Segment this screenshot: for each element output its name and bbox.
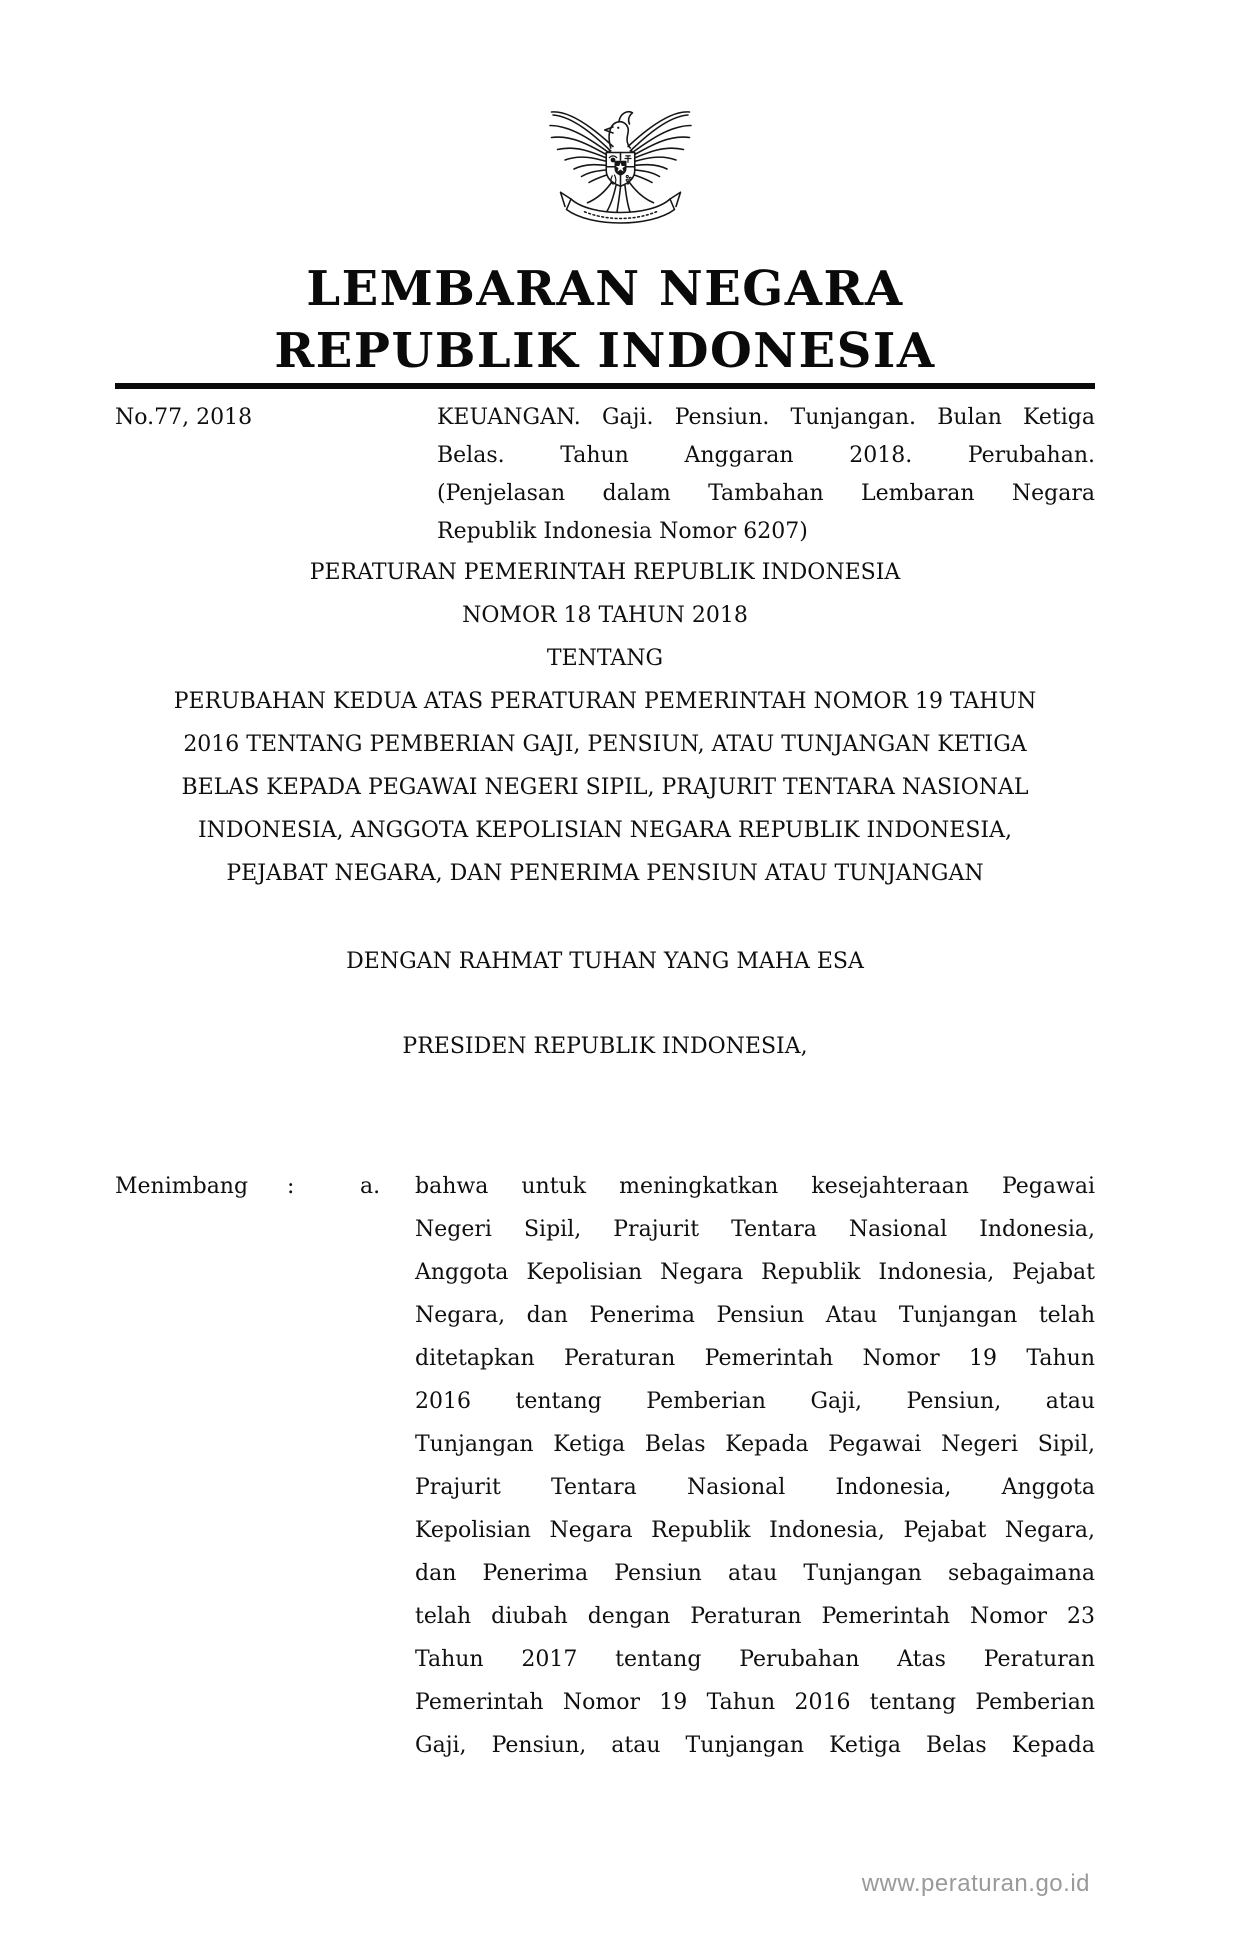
- consideration-text-line: Tunjangan Ketiga Belas Kepada Pegawai Negeri Sipil,: [415, 1432, 1095, 1457]
- subject-line: Belas. Tahun Anggaran 2018. Perubahan.: [437, 443, 1095, 468]
- consideration-text-line: Negara, dan Penerima Pensiun Atau Tunjangan telah: [415, 1303, 1095, 1328]
- consideration-text-line: 2016 tentang Pemberian Gaji, Pensiun, atau: [415, 1389, 1095, 1414]
- regulation-heading-line: PEJABAT NEGARA, DAN PENERIMA PENSIUN ATAU TUNJANGAN: [226, 861, 984, 886]
- consideration-text-line: Kepolisian Negara Republik Indonesia, Pejabat Negara,: [415, 1518, 1095, 1543]
- page-content: [0, 258, 1241, 1767]
- consideration-text-line: dan Penerima Pensiun atau Tunjangan sebagaimana: [415, 1561, 1095, 1586]
- subject-line: Republik Indonesia Nomor 6207): [437, 519, 808, 544]
- consideration-text-line: Anggota Kepolisian Negara Republik Indonesia, Pejabat: [415, 1260, 1095, 1285]
- right-wing: [627, 112, 692, 183]
- consideration-text-line: ditetapkan Peraturan Pemerintah Nomor 19 Tahun: [415, 1346, 1095, 1371]
- regulation-heading-line: PERUBAHAN KEDUA ATAS PERATURAN PEMERINTAH NOMOR 19 TAHUN: [173, 689, 1037, 714]
- consideration-text-line: bahwa untuk meningkatkan kesejahteraan Pegawai: [415, 1174, 1095, 1199]
- regulation-heading-line: INDONESIA, ANGGOTA KEPOLISIAN NEGARA REPUBLIK INDONESIA,: [197, 818, 1013, 843]
- consideration-item-text: [415, 1165, 1095, 1767]
- consideration-text-line: telah diubah dengan Peraturan Pemerintah Nomor 23: [415, 1604, 1095, 1629]
- garuda-pancasila-emblem: [538, 88, 703, 238]
- gazette-meta-row: [115, 399, 1095, 551]
- regulation-heading-line: NOMOR 18 TAHUN 2018: [462, 603, 748, 628]
- masthead-title-line2: REPUBLIK INDONESIA: [274, 323, 936, 379]
- masthead-rule: [115, 383, 1095, 389]
- regulation-heading-line: 2016 TENTANG PEMBERIAN GAJI, PENSIUN, ATAU TUNJANGAN KETIGA: [183, 732, 1027, 757]
- considerations-block: [115, 1165, 1095, 1767]
- consideration-item-marker: a.: [360, 1174, 381, 1199]
- source-url: www.peraturan.go.id: [861, 1870, 1090, 1897]
- regulation-heading: [115, 551, 1095, 895]
- consideration-text-line: Prajurit Tentara Nasional Indonesia, Anggota: [415, 1475, 1095, 1500]
- consideration-text-line: Negeri Sipil, Prajurit Tentara Nasional Indonesia,: [415, 1217, 1095, 1242]
- considerations-separator: :: [287, 1174, 295, 1199]
- masthead-title: [115, 258, 1095, 382]
- considerations-label: Menimbang: [115, 1174, 249, 1199]
- subject-line: (Penjelasan dalam Tambahan Lembaran Negara: [437, 481, 1095, 506]
- left-wing: [550, 112, 615, 183]
- emblem-container: [0, 0, 1241, 242]
- authority-line: PRESIDEN REPUBLIK INDONESIA,: [402, 1034, 808, 1059]
- subject-annotation: [437, 399, 1095, 551]
- regulation-heading-line: BELAS KEPADA PEGAWAI NEGERI SIPIL, PRAJURIT TENTARA NASIONAL: [181, 775, 1029, 800]
- invocation-line: DENGAN RAHMAT TUHAN YANG MAHA ESA: [346, 949, 864, 974]
- consideration-text-line: Gaji, Pensiun, atau Tunjangan Ketiga Belas Kepada: [415, 1733, 1095, 1758]
- regulation-heading-line: PERATURAN PEMERINTAH REPUBLIK INDONESIA: [309, 560, 901, 585]
- consideration-text-line: Tahun 2017 tentang Perubahan Atas Peraturan: [415, 1647, 1095, 1672]
- masthead-title-line1: LEMBARAN NEGARA: [306, 261, 904, 317]
- subject-line: KEUANGAN. Gaji. Pensiun. Tunjangan. Bulan Ketiga: [437, 405, 1095, 430]
- consideration-text-line: Pemerintah Nomor 19 Tahun 2016 tentang Pemberian: [415, 1690, 1095, 1715]
- regulation-heading-line: TENTANG: [546, 646, 664, 671]
- gazette-number: No.77, 2018: [115, 405, 253, 430]
